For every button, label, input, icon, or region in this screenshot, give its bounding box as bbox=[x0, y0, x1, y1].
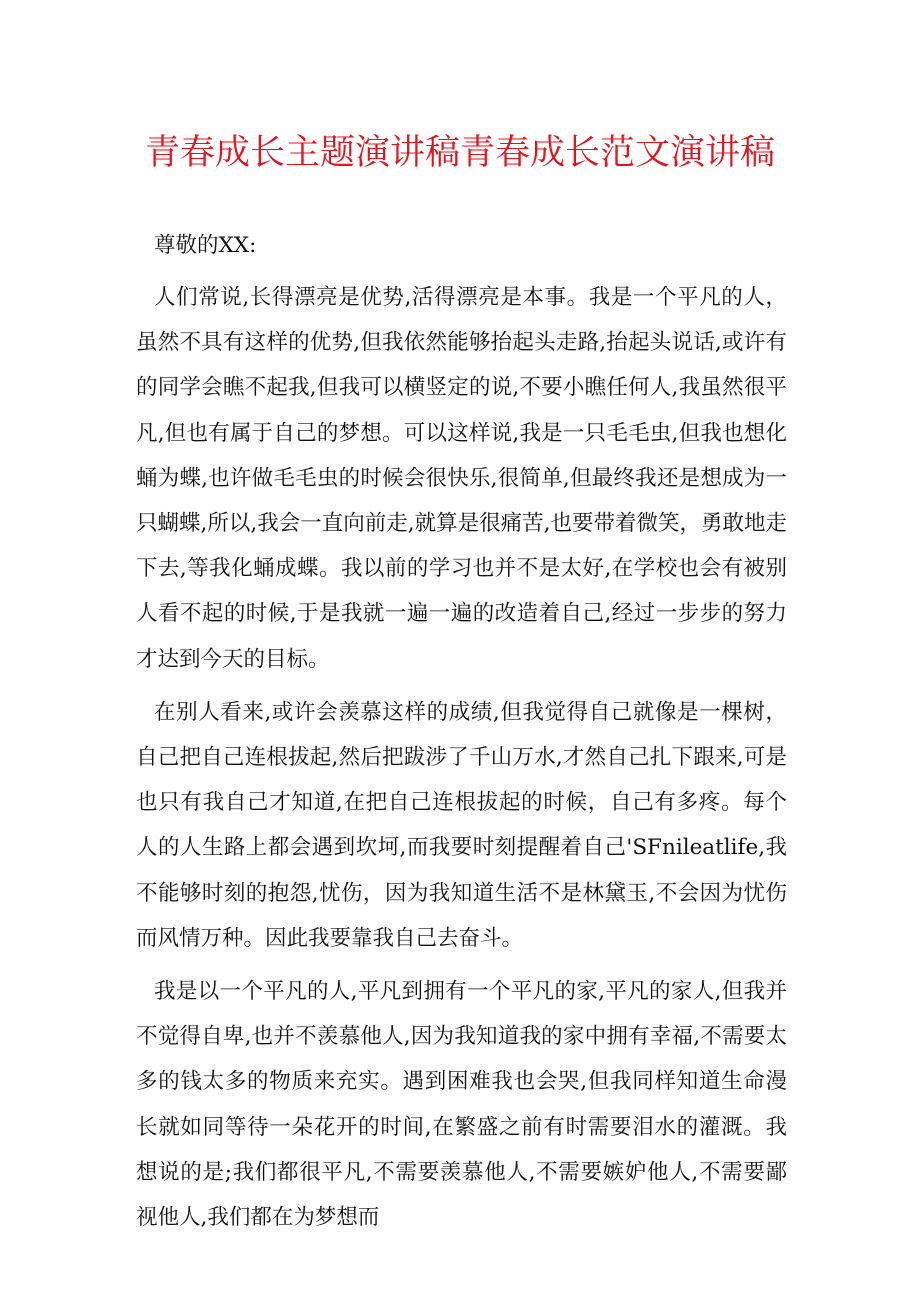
document-title: 青春成长主题演讲稿青春成长范文演讲稿 bbox=[144, 133, 775, 173]
paragraph-2: 在别人看来,或许会羡慕这样的成绩,但我觉得自己就像是一棵树，自己把自己连根拔起,然后把跋涉了千山万水,才然自己扎下跟来,可是也只有我自己才知道,在把自己连根拔起的时候，自己有多疼。每个人的人生路上都会遇到坎坷,而我要时刻提醒着自己'SFnileatlife,我不能够时刻的抱怨,忧伤，因为我知道生活不是林黛玉,不会因为忧伤而风情万种。因此我要靠我自己去奋斗。 bbox=[136, 699, 787, 951]
salutation: 尊敬的XX: bbox=[154, 233, 257, 258]
paragraph-1: 人们常说,长得漂亮是优势,活得漂亮是本事。我是一个平凡的人，虽然不具有这样的优势,但我依然能够抬起头走路,抬起头说话,或许有的同学会瞧不起我,但我可以横竖定的说,不要小瞧任何人,我虽然很平凡,但也有属于自己的梦想。可以这样说,我是一只毛毛虫,但我也想化蛹为蝶,也许做毛毛虫的时候会很快乐,很简单,但最终我还是想成为一只蝴蝶,所以,我会一直向前走,就算是很痛苦,也要带着微笑，勇敢地走下去,等我化蛹成蝶。我以前的学习也并不是太好,在学校也会有被别人看不起的时候,于是我就一遍一遍的改造着自己,经过一步步的努力才达到今天的目标。 bbox=[136, 285, 787, 672]
paragraph-3: 我是以一个平凡的人,平凡到拥有一个平凡的家,平凡的家人,但我并不觉得自卑,也并不羡慕他人,因为我知道我的家中拥有幸福,不需要太多的钱太多的物质来充实。遇到困难我也会哭,但我同样知道生命漫长就如同等待一朵花开的时间,在繁盛之前有时需要泪水的灌溉。我想说的是;我们都很平凡,不需要羡慕他人,不需要嫉妒他人,不需要鄙视他人,我们都在为梦想而 bbox=[136, 979, 787, 1231]
document-body bbox=[136, 226, 787, 1248]
